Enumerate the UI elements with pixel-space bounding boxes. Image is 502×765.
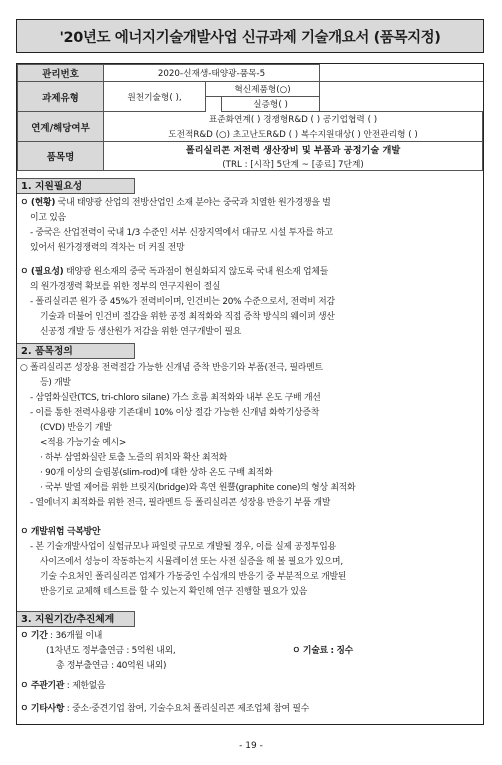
section-3-body	[20, 629, 475, 717]
type-base: 원천기술형( ),	[104, 82, 206, 112]
text-line: 기술과 더불어 인건비 절감을 위한 공정 최적화와 직접 증착 방식의 웨이퍼 생산	[40, 312, 335, 322]
mgmt-label: 관리번호	[18, 65, 104, 82]
period-label: 기간	[30, 631, 48, 641]
text-line: 기술 수요처인 폴리실리콘 업체가 가동중인 수십개의 반응기 중 부분적으로 개발된	[40, 572, 347, 582]
text-line: · 하부 삼염화실란 토출 노즐의 위치와 확산 최적화	[40, 453, 228, 463]
item-name: 폴리실리콘 저전력 생산장비 및 부품과 공정기술 개발	[104, 142, 483, 157]
text-line: 의 원가경쟁력 확보를 위한 정부의 연구지원이 절실	[30, 282, 221, 292]
link-row-1: 표준화연계( ) 경쟁형R&D ( ) 공기업협력 ( )	[104, 112, 483, 127]
item-label: 품목명	[18, 142, 104, 171]
mgmt-value: 2020-신재생-태양광-품목-5	[104, 65, 320, 82]
type-demo: 실증형( )	[222, 97, 320, 112]
link-label: 연계/해당여부	[18, 112, 104, 142]
need-heading: (필요성)	[30, 267, 64, 277]
fund-line: (1차년도 정부출연금 : 5억원 내외,	[46, 646, 176, 656]
bullet-icon: ㅇ	[20, 267, 29, 277]
bullet-icon: ㅇ	[292, 646, 301, 656]
text-line: 사이즈에서 성능이 작동하는지 시뮬레이션 또는 사전 실증을 해 볼 필요가 있으며,	[40, 557, 343, 567]
bullet-icon: ㅇ	[20, 631, 29, 641]
text-line: 태양광 원소재의 중국 독과점이 현실화되지 않도록 국내 원소재 업체들	[63, 267, 329, 277]
text-line: 국내 태양광 산업의 전방산업인 소재 분야는 중국과 치열한 원가경쟁을 벌	[55, 198, 331, 208]
text-line: (CVD) 반응기 개발	[40, 423, 112, 433]
page-number: - 19 -	[239, 741, 263, 751]
text-line: 반응기로 교체해 테스트를 할 수 있는지 확인해 연구 진행할 필요가 있음	[40, 587, 308, 597]
text-line: - 중국은 산업전력이 국내 1/3 수준인 서부 신장지역에서 대규모 시설 투자를 하고	[30, 228, 333, 238]
link-row-2: 도전적R&D (○) 초고난도R&D ( ) 복수지원대상( ) 안전관리형 ( )	[104, 127, 483, 142]
tech-fee-label: 기술료	[302, 646, 328, 656]
section-3-heading: 3. 지원기간/추진체계	[17, 611, 135, 627]
type-label: 과제유형	[18, 82, 104, 112]
org-label: 주관기관	[30, 681, 65, 691]
text-line: <적용 가능기술 예시>	[40, 438, 127, 448]
tech-fee: ㅇ 기술료 : 징수	[292, 646, 354, 656]
status-heading: (현황)	[30, 198, 56, 208]
org-value: : 제한없음	[64, 681, 106, 691]
section-2-body	[20, 361, 475, 600]
text-line: - 본 기술개발사업이 실험규모나 파일럿 규모로 개발될 경우, 이를 실제 공정투입용	[30, 542, 336, 552]
text-line: 폴리실리콘 성장용 전력절감 가능한 신개념 증착 반응기와 부품(전극, 필라멘트	[30, 363, 323, 373]
section-1-heading: 1. 지원필요성	[17, 178, 135, 194]
meta-table	[17, 64, 483, 171]
period-value: : 36개월 이내	[47, 631, 103, 641]
item-trl: (TRL : [시작] 5단계 ~ [종료] 7단계)	[104, 157, 483, 171]
empty-cell	[320, 65, 483, 82]
text-line: - 삼염화실란(TCS, tri-chloro silane) 가스 흐름 최적화와 내부 온도 구배 개선	[30, 393, 321, 403]
etc-value: : 중소·중견기업 참여, 기술수요처 폴리실리콘 제조업체 참여 필수	[64, 704, 310, 714]
empty-cell	[206, 97, 222, 112]
risk-heading: 개발위험 극복방안	[30, 527, 101, 537]
text-line: · 90개 이상의 슬림봉(slim-rod)에 대한 상하 온도 구배 최적화	[40, 468, 273, 478]
empty-cell	[320, 82, 483, 112]
bullet-icon: ㅇ	[20, 198, 29, 208]
bullet-icon: ○	[20, 363, 28, 373]
bullet-icon: ㅇ	[20, 704, 29, 714]
text-line: 있어서 원가경쟁력의 격차는 더 커질 전망	[30, 243, 185, 253]
etc-label: 기타사항	[30, 704, 65, 714]
document-title: '20년도 에너지기술개발사업 신규과제 기술개요서 (품목지정)	[16, 19, 484, 53]
type-innov: 혁신제품형(○)	[206, 82, 320, 97]
section-1-body	[20, 196, 475, 340]
text-line: 신공정 개발 등 생산원가 저감을 위한 연구개발이 필요	[40, 327, 242, 337]
bullet-icon: ㅇ	[20, 527, 29, 537]
text-line: - 폴리실리콘 원가 중 45%가 전력비이며, 인건비는 20% 수준으로서, 전력비 저감	[30, 297, 335, 307]
text-line: 이고 있음	[30, 213, 66, 223]
text-line: - 이를 통한 전력사용량 기존대비 10% 이상 절감 가능한 신개념 화학기상증착	[30, 408, 320, 418]
text-line: · 국부 발열 제어를 위한 브릿지(bridge)와 흑연 원뿔(graphite cone)의 형상 최적화	[40, 483, 356, 493]
section-2-heading: 2. 품목정의	[17, 343, 135, 359]
text-line: 등) 개발	[40, 378, 71, 388]
bullet-icon: ㅇ	[20, 681, 29, 691]
fund-line: 총 정부출연금 : 40억원 내외)	[56, 661, 167, 671]
text-line: - 열에너지 최적화를 위한 전극, 필라멘트 등 폴리실리콘 성장용 반응기 부품 개발	[30, 498, 331, 508]
tech-fee-value: 징수	[336, 646, 354, 656]
